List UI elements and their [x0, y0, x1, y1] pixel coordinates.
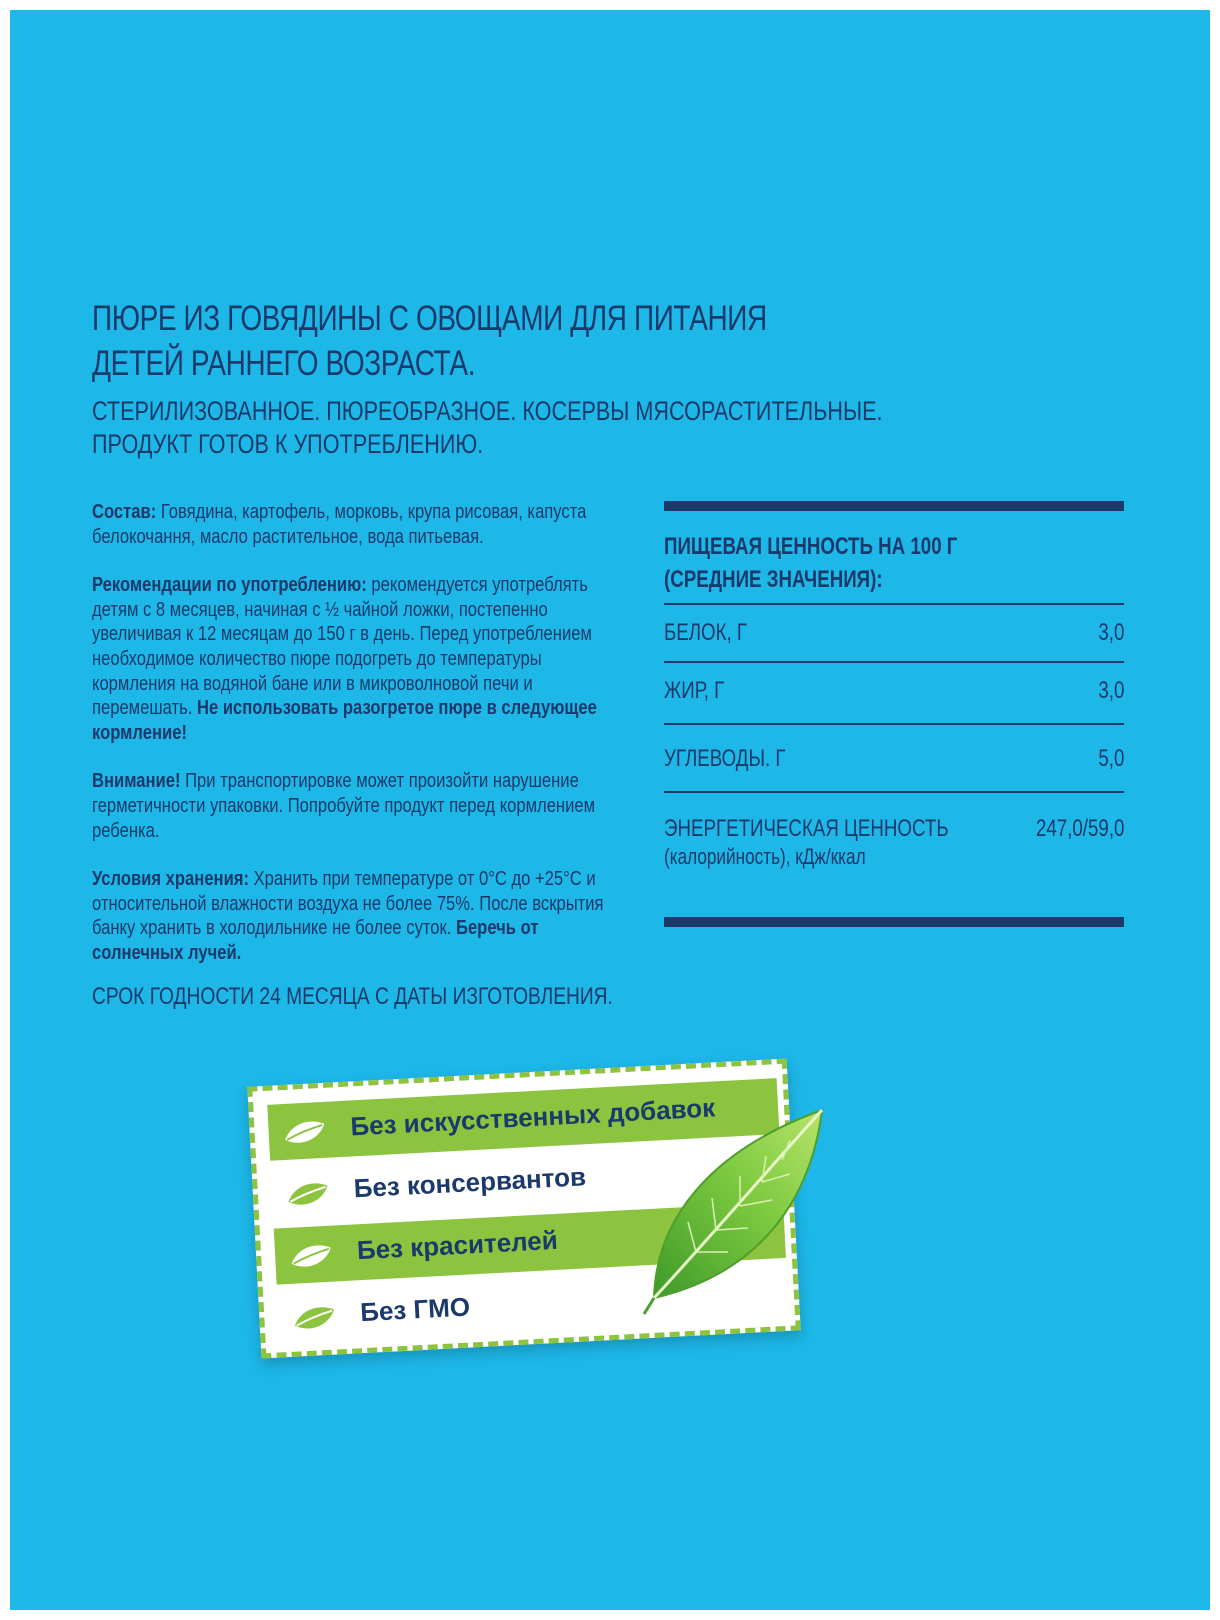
nutrition-label: БЕЛОК, Г	[664, 619, 748, 646]
composition-label: Состав:	[92, 501, 157, 523]
recommendations-paragraph	[92, 573, 623, 745]
storage-bold-end: Беречь от солнечных лучей.	[92, 917, 539, 964]
leaf-icon	[288, 1240, 334, 1272]
attention-text: При транспортировке может произойти нарушение герметичности упаковки. Попробуйте продукт перед кормлением ребенка.	[92, 770, 596, 842]
nutrition-row-carbs	[664, 723, 1124, 772]
nutrition-label: УГЛЕВОДЫ. Г	[664, 745, 786, 772]
nutrition-bottom-bar	[664, 917, 1124, 927]
badge-item-text: Без консервантов	[352, 1161, 587, 1204]
badge-item-text: Без искусственных добавок	[349, 1092, 716, 1142]
storage-paragraph	[92, 867, 623, 965]
storage-text: Хранить при температуре от 0°С до +25°С и относительной влажности воздуха не более 75%. После вскрытия банку хранить в холодильнике не более суток.	[92, 868, 604, 940]
composition-paragraph	[92, 500, 623, 549]
nutrition-label	[664, 815, 949, 871]
recommendations-warning: Не использовать разогретое пюре в следующее кормление!	[92, 697, 597, 744]
leaf-icon	[282, 1116, 328, 1148]
subtitle-line-1: СТЕРИЛИЗОВАННОЕ. ПЮРЕОБРАЗНОЕ. КОСЕРВЫ МЯСОРАСТИТЕЛЬНЫЕ.	[92, 396, 883, 426]
product-subtitle	[92, 395, 892, 461]
attention-paragraph	[92, 769, 623, 843]
nutrition-title-line-1: ПИЩЕВАЯ ЦЕННОСТЬ НА 100 Г	[664, 533, 958, 560]
badge-item-text: Без ГМО	[359, 1291, 471, 1328]
nutrition-value: 3,0	[1097, 677, 1124, 704]
nutrition-row-energy	[664, 791, 1124, 869]
description-column	[92, 500, 623, 990]
subtitle-line-2: ПРОДУКТ ГОТОВ К УПОТРЕБЛЕНИЮ.	[92, 429, 484, 459]
composition-text: Говядина, картофель, морковь, крупа рисовая, капуста белокочання, масло растительное, вода питьевая.	[92, 501, 587, 548]
energy-sublabel: (калорийность), кДж/ккал	[664, 844, 866, 869]
recommendations-label: Рекомендации по употреблению:	[92, 574, 367, 597]
product-title	[92, 296, 812, 386]
nutrition-value: 5,0	[1097, 745, 1124, 772]
badge-item-text: Без красителей	[356, 1224, 559, 1266]
title-line-1: ПЮРЕ ИЗ ГОВЯДИНЫ С ОВОЩАМИ ДЛЯ ПИТАНИЯ	[92, 299, 767, 338]
nutrition-title	[664, 530, 1023, 596]
attention-label: Внимание!	[92, 770, 181, 793]
nutrition-row-fat	[664, 661, 1124, 704]
title-line-2: ДЕТЕЙ РАННЕГО ВОЗРАСТА.	[92, 344, 476, 383]
recommendations-text: рекомендуется употреблять детям с 8 месяцев, начиная с ½ чайной ложки, постепенно увеличивая к 12 месяцам до 150 г в день. Перед употреблением необходимое количество пюре подогреть до температуры кормления на водяной бане или в микроволновой печи и перемешать.	[92, 574, 592, 720]
nutrition-value: 247,0/59,0	[1035, 815, 1124, 842]
nutrition-row-protein	[664, 603, 1124, 646]
nutrition-label: ЖИР, Г	[664, 677, 725, 704]
energy-label: ЭНЕРГЕТИЧЕСКАЯ ЦЕННОСТЬ	[664, 815, 949, 842]
nutrition-value: 3,0	[1097, 619, 1124, 646]
leaf-icon	[285, 1178, 331, 1210]
green-leaf-icon	[636, 1102, 836, 1322]
nutrition-top-bar	[664, 501, 1124, 511]
storage-label: Условия хранения:	[92, 868, 249, 891]
leaf-icon	[292, 1302, 338, 1334]
nutrition-table	[664, 501, 1124, 869]
shelf-life: СРОК ГОДНОСТИ 24 МЕСЯЦА С ДАТЫ ИЗГОТОВЛЕНИЯ.	[92, 983, 613, 1010]
nutrition-title-line-2: (СРЕДНИЕ ЗНАЧЕНИЯ):	[664, 566, 883, 593]
